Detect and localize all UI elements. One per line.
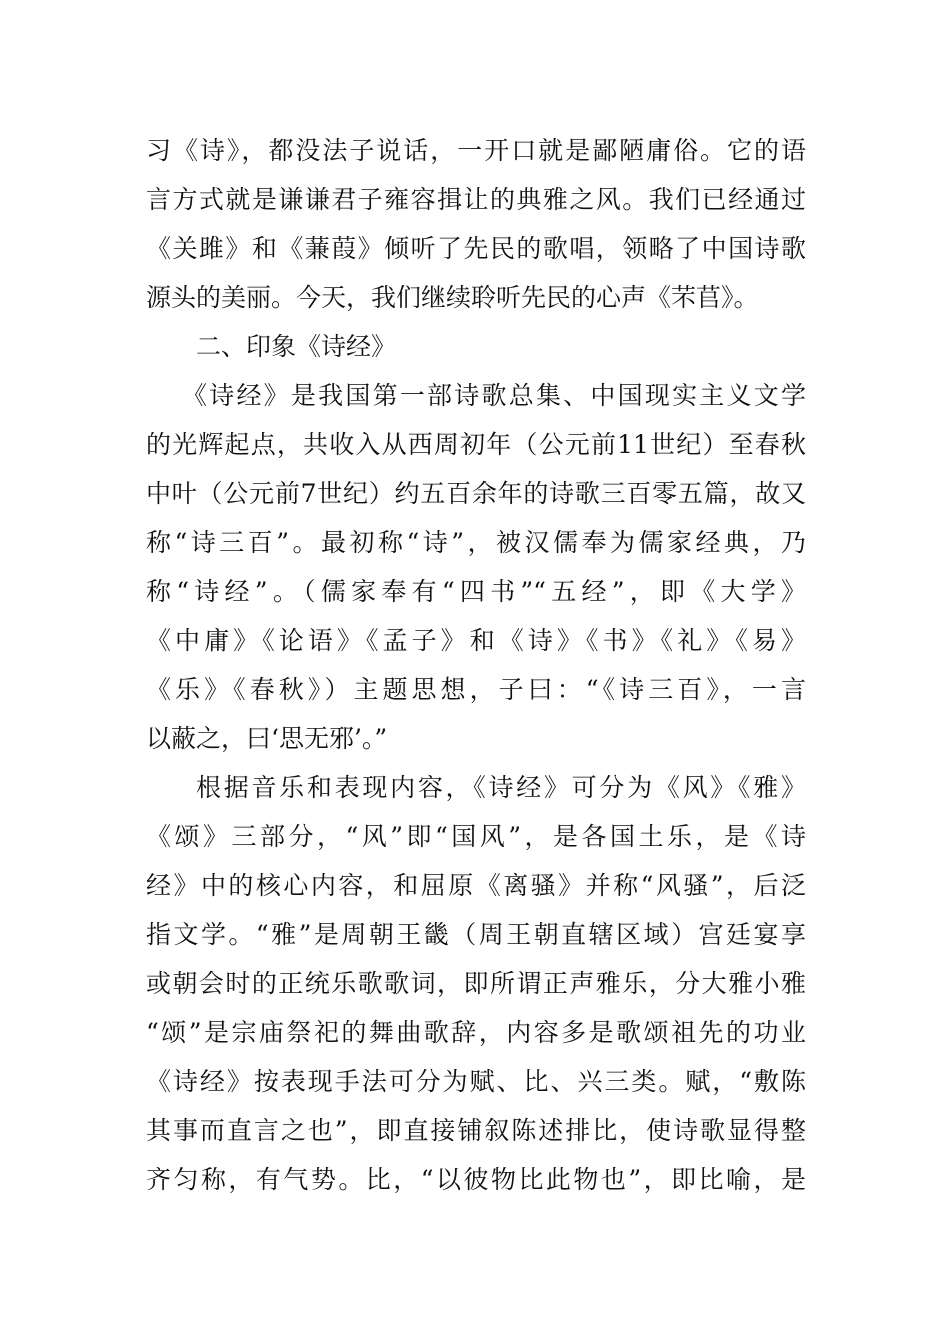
section-heading: 二、印象《诗经》 xyxy=(196,332,397,361)
text-line-8: 中叶（公元前7世纪）约五百余年的诗歌三百零五篇，故又 xyxy=(146,479,806,508)
text-line-17: 指文学。“雅”是周朝王畿（周王朝直辖区域）宫廷宴享 xyxy=(146,920,806,949)
text-line-13: 以蔽之，曰‘思无邪’。” xyxy=(146,724,388,753)
text-line-11: 《中庸》《论语》《孟子》和《诗》《书》《礼》《易》 xyxy=(146,626,806,655)
text-line-21: 其事而直言之也”，即直接铺叙陈述排比，使诗歌显得整 xyxy=(146,1116,806,1145)
text-line-20: 《诗经》按表现手法可分为赋、比、兴三类。赋，“敷陈 xyxy=(146,1067,806,1096)
text-line-10: 称“诗经”。（儒家奉有“四书”“五经”，即《大学》 xyxy=(146,577,806,606)
text-line-19: “颂”是宗庙祭祀的舞曲歌辞，内容多是歌颂祖先的功业 xyxy=(146,1018,806,1047)
text-line-6: 《诗经》是我国第一部诗歌总集、中国现实主义文学 xyxy=(182,381,806,410)
text-line-7: 的光辉起点，共收入从西周初年（公元前11世纪）至春秋 xyxy=(146,430,806,459)
text-line-3: 《关雎》和《蒹葭》倾听了先民的歌唱，领略了中国诗歌 xyxy=(146,234,806,263)
text-line-12: 《乐》《春秋》）主题思想，子曰：“《诗三百》，一言 xyxy=(146,675,806,704)
body-text xyxy=(146,126,806,1204)
text-line-4: 源头的美丽。今天，我们继续聆听先民的心声《芣苢》。 xyxy=(146,283,759,312)
text-line-16: 经》中的核心内容，和屈原《离骚》并称“风骚”，后泛 xyxy=(146,871,806,900)
text-line-1: 习《诗》，都没法子说话，一开口就是鄙陋庸俗。它的语 xyxy=(146,136,806,165)
text-line-15: 《颂》三部分，“风”即“国风”，是各国土乐，是《诗 xyxy=(146,822,806,851)
text-line-2: 言方式就是谦谦君子雍容揖让的典雅之风。我们已经通过 xyxy=(146,185,806,214)
text-line-18: 或朝会时的正统乐歌歌词，即所谓正声雅乐，分大雅小雅 xyxy=(146,969,806,998)
text-line-14: 根据音乐和表现内容，《诗经》可分为《风》《雅》 xyxy=(196,773,806,802)
text-line-9: 称“诗三百”。最初称“诗”，被汉儒奉为儒家经典，乃 xyxy=(146,528,806,557)
text-line-22: 齐匀称，有气势。比，“以彼物比此物也”，即比喻，是 xyxy=(146,1165,806,1194)
